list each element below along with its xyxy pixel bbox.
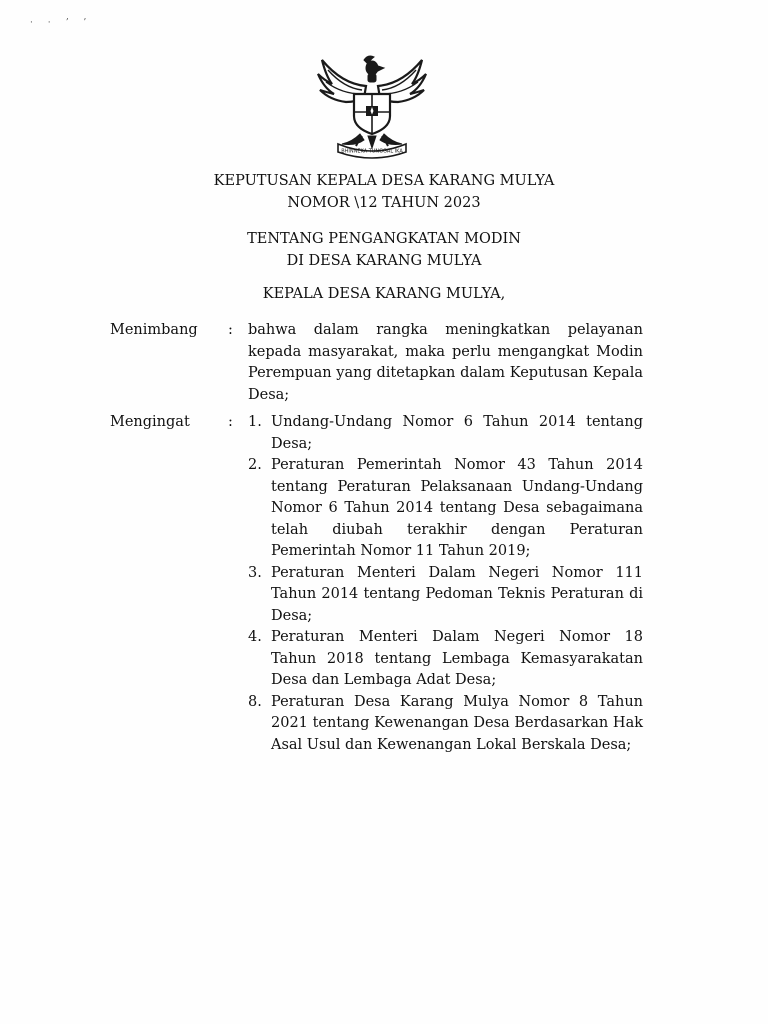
mengingat-item: [248, 627, 643, 692]
decree-number-line: NOMOR \12 TAHUN 2023: [287, 195, 481, 211]
garuda-pancasila-emblem-icon: [312, 54, 432, 160]
menimbang-text: bahwa dalam rangka meningkatkan pelayanan kepada masyarakat, maka perlu mengangkat Modin Perempuan yang ditetapkan dalam Keputusan Kepala Desa;: [248, 322, 643, 403]
scan-specks: · · ʼ ʼ: [30, 18, 93, 28]
mengingat-item-text: Peraturan Desa Karang Mulya Nomor 8 Tahun 2021 tentang Kewenangan Desa Berdasarkan Hak Asal Usul dan Kewenangan Lokal Berskala Desa;: [271, 693, 643, 753]
mengingat-item: [248, 412, 643, 455]
decree-subject: [0, 228, 768, 272]
mengingat-item: [248, 455, 643, 563]
mengingat-item-text: Peraturan Menteri Dalam Negeri Nomor 18 Tahun 2018 tentang Lembaga Kemasyarakatan Desa dan Lembaga Adat Desa;: [271, 629, 643, 688]
mengingat-item: [248, 692, 643, 757]
mengingat-colon: :: [228, 414, 233, 430]
authority-line: KEPALA DESA KARANG MULYA,: [262, 286, 506, 302]
mengingat-item-text: Peraturan Pemerintah Nomor 43 Tahun 2014 tentang Peraturan Pelaksanaan Undang-Undang Nomor 6 Tahun 2014 tentang Desa sebagaimana telah diubah terakhir dengan Peraturan Pemerintah Nomor 11 Tahun 2019;: [271, 457, 643, 559]
mengingat-item-text: Peraturan Menteri Dalam Negeri Nomor 111 Tahun 2014 tentang Pedoman Teknis Peraturan di Desa;: [271, 564, 643, 624]
menimbang-label: Menimbang: [110, 322, 198, 338]
mengingat-item-number: 2.: [248, 457, 262, 473]
mengingat-item-number: 8.: [248, 693, 262, 710]
mengingat-list: [248, 412, 643, 756]
mengingat-label: Mengingat: [110, 414, 190, 430]
mengingat-item-number: 3.: [248, 564, 262, 581]
decree-subject-line-2: DI DESA KARANG MULYA: [286, 253, 482, 269]
mengingat-item: [248, 563, 643, 628]
decree-subject-line-1: TENTANG PENGANGKATAN MODIN: [247, 231, 521, 247]
decree-title: [0, 170, 768, 214]
mengingat-item-text: Undang-Undang Nomor 6 Tahun 2014 tentang Desa;: [271, 414, 643, 452]
mengingat-item-number: 4.: [248, 629, 262, 645]
menimbang-colon: :: [228, 322, 233, 338]
mengingat-item-number: 1.: [248, 414, 262, 430]
decree-authority: [0, 283, 768, 305]
emblem-motto: BHINNEKA TUNGGAL IKA: [341, 148, 403, 155]
decree-title-line-1: KEPUTUSAN KEPALA DESA KARANG MULYA: [213, 173, 555, 189]
